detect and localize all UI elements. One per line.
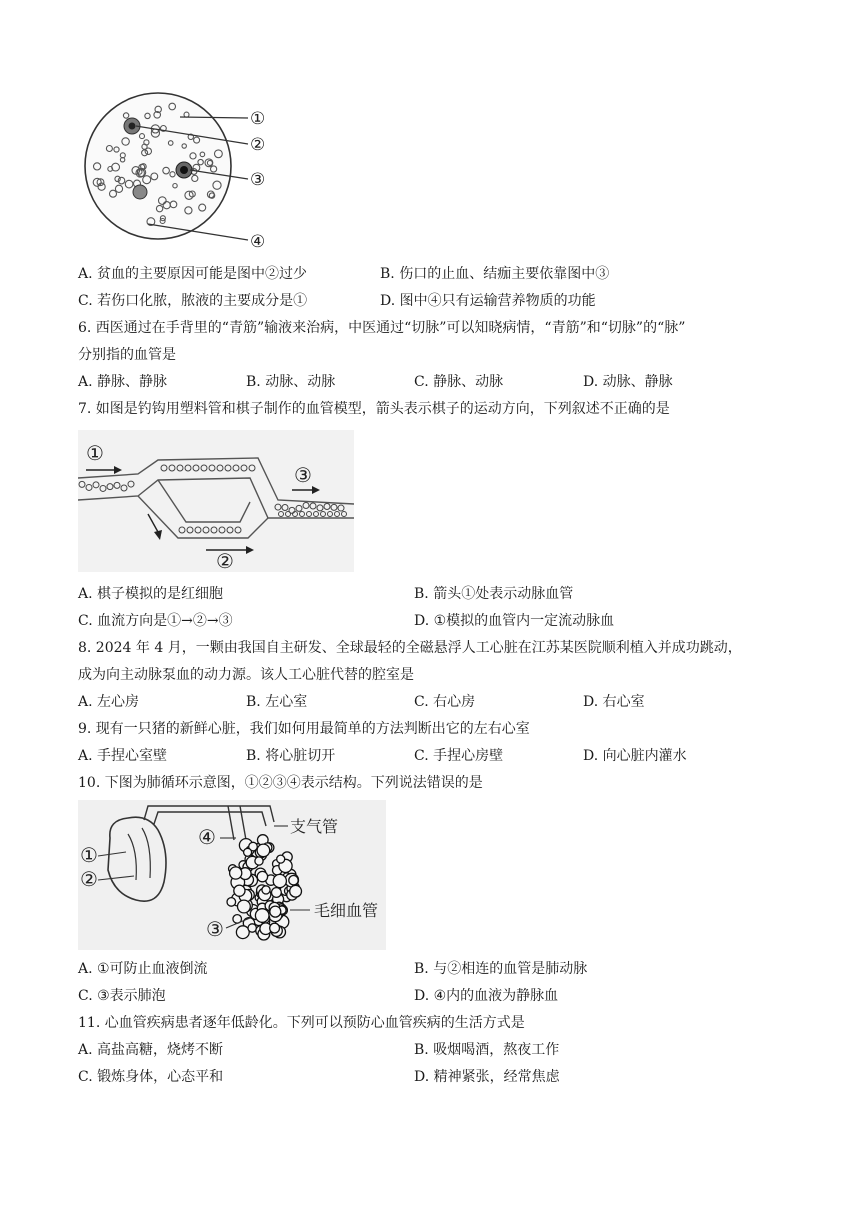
q7-option-c: C. 血流方向是①→②→③: [78, 613, 233, 629]
q6-stem-cont: 分别指的血管是: [78, 347, 176, 363]
fig10-label-1: ①: [80, 843, 98, 867]
alveolus: [277, 855, 285, 863]
q10-option-c: C. ③表示肺泡: [78, 988, 166, 1004]
alveolus: [257, 871, 267, 881]
q9-option-a: A. 手捏心室壁: [78, 748, 168, 764]
fig5-label-1: ①: [250, 109, 266, 129]
q5-option-d: D. 图中④只有运输营养物质的功能: [380, 293, 596, 309]
q8-option-c: C. 右心房: [414, 694, 476, 710]
alveolus: [262, 886, 270, 894]
q9-option-d: D. 向心脏内灌水: [583, 748, 687, 764]
alveolus: [289, 876, 298, 885]
fig10-label-3: ③: [206, 917, 224, 941]
fig7-label-2: ②: [216, 549, 234, 572]
q11-option-b: B. 吸烟喝酒，熬夜工作: [414, 1042, 560, 1058]
q7-option-d: D. ①模拟的血管内一定流动脉血: [414, 613, 615, 629]
q6-option-b: B. 动脉、动脉: [246, 374, 336, 390]
alveolus: [270, 923, 280, 933]
q6-option-d: D. 动脉、静脉: [583, 374, 673, 390]
q11-option-c: C. 锻炼身体，心态平和: [78, 1069, 224, 1085]
alveolus: [255, 857, 263, 865]
alveolus: [270, 906, 281, 917]
q9-option-c: C. 手捏心房壁: [414, 748, 504, 764]
q7-option-b: B. 箭头①处表示动脉血管: [414, 586, 574, 602]
q8-option-a: A. 左心房: [78, 694, 140, 710]
alveolus: [244, 848, 252, 856]
alveolus: [236, 926, 249, 939]
alveolus: [227, 898, 236, 907]
fig10-label-2: ②: [80, 867, 98, 891]
alveolus: [272, 888, 282, 898]
vessel-model-figure: [78, 430, 354, 572]
q5-option-c: C. 若伤口化脓，脓液的主要成分是①: [78, 293, 308, 309]
q9-option-b: B. 将心脏切开: [246, 748, 336, 764]
q6-option-c: C. 静脉、动脉: [414, 374, 504, 390]
blood-smear-figure: [78, 82, 278, 254]
alveolus: [255, 909, 269, 923]
q10-option-d: D. ④内的血液为静脉血: [414, 988, 559, 1004]
q10-stem: 10. 下图为肺循环示意图，①②③④表示结构。下列说法错误的是: [78, 775, 483, 791]
q8-option-d: D. 右心室: [583, 694, 645, 710]
alveolus: [273, 874, 286, 887]
fig7-label-3: ③: [294, 463, 312, 487]
q11-option-a: A. 高盐高糖，烧烤不断: [78, 1042, 224, 1058]
bronchus-label: 支气管: [290, 817, 339, 836]
q5-option-b: B. 伤口的止血、结痂主要依靠图中③: [380, 266, 610, 282]
blood-smear-diagram: [78, 82, 278, 254]
q9-stem: 9. 现有一只猪的新鲜心脏，我们如何用最简单的方法判断出它的左右心室: [78, 721, 530, 737]
q7-option-a: A. 棋子模拟的是红细胞: [78, 586, 224, 602]
alveolus: [290, 885, 302, 897]
q8-stem-cont: 成为向主动脉泵血的动力源。该人工心脏代替的腔室是: [78, 667, 414, 683]
alveolus: [234, 885, 245, 896]
pulmonary-circulation-diagram: [78, 800, 386, 950]
capillary-label: 毛细血管: [314, 901, 379, 920]
q7-stem: 7. 如图是钓钩用塑料管和棋子制作的血管模型，箭头表示棋子的运动方向，下列叙述不正确的是: [78, 401, 670, 417]
fig10-label-4: ④: [198, 825, 216, 849]
q8-option-b: B. 左心室: [246, 694, 308, 710]
q10-option-a: A. ①可防止血液倒流: [78, 961, 208, 977]
fig5-label-2: ②: [250, 135, 266, 155]
alveolus: [230, 867, 242, 879]
q6-stem: 6. 西医通过在手背里的“青筋”输液来治病，中医通过“切脉”可以知晓病情，“青筋”和“切脉”的“脉”: [78, 320, 686, 336]
fig7-label-1: ①: [86, 441, 104, 465]
alveolus: [248, 924, 256, 932]
pulmonary-circulation-figure: [78, 800, 386, 950]
q8-stem: 8. 2024 年 4 月，一颗由我国自主研发、全球最轻的全磁悬浮人工心脏在江苏某医院顺利植入并成功跳动，: [78, 640, 742, 656]
vessel-model-diagram: [78, 430, 354, 572]
q6-option-a: A. 静脉、静脉: [78, 374, 168, 390]
alveolus: [238, 900, 251, 913]
q11-option-d: D. 精神紧张，经常焦虑: [414, 1069, 560, 1085]
q5-option-a: A. 贫血的主要原因可能是图中②过少: [78, 266, 308, 282]
fig5-label-3: ③: [250, 170, 266, 190]
alveolus: [257, 844, 270, 857]
fig5-label-4: ④: [250, 232, 266, 252]
q10-option-b: B. 与②相连的血管是肺动脉: [414, 961, 588, 977]
q11-stem: 11. 心血管疾病患者逐年低龄化。下列可以预防心血管疾病的生活方式是: [78, 1015, 525, 1031]
